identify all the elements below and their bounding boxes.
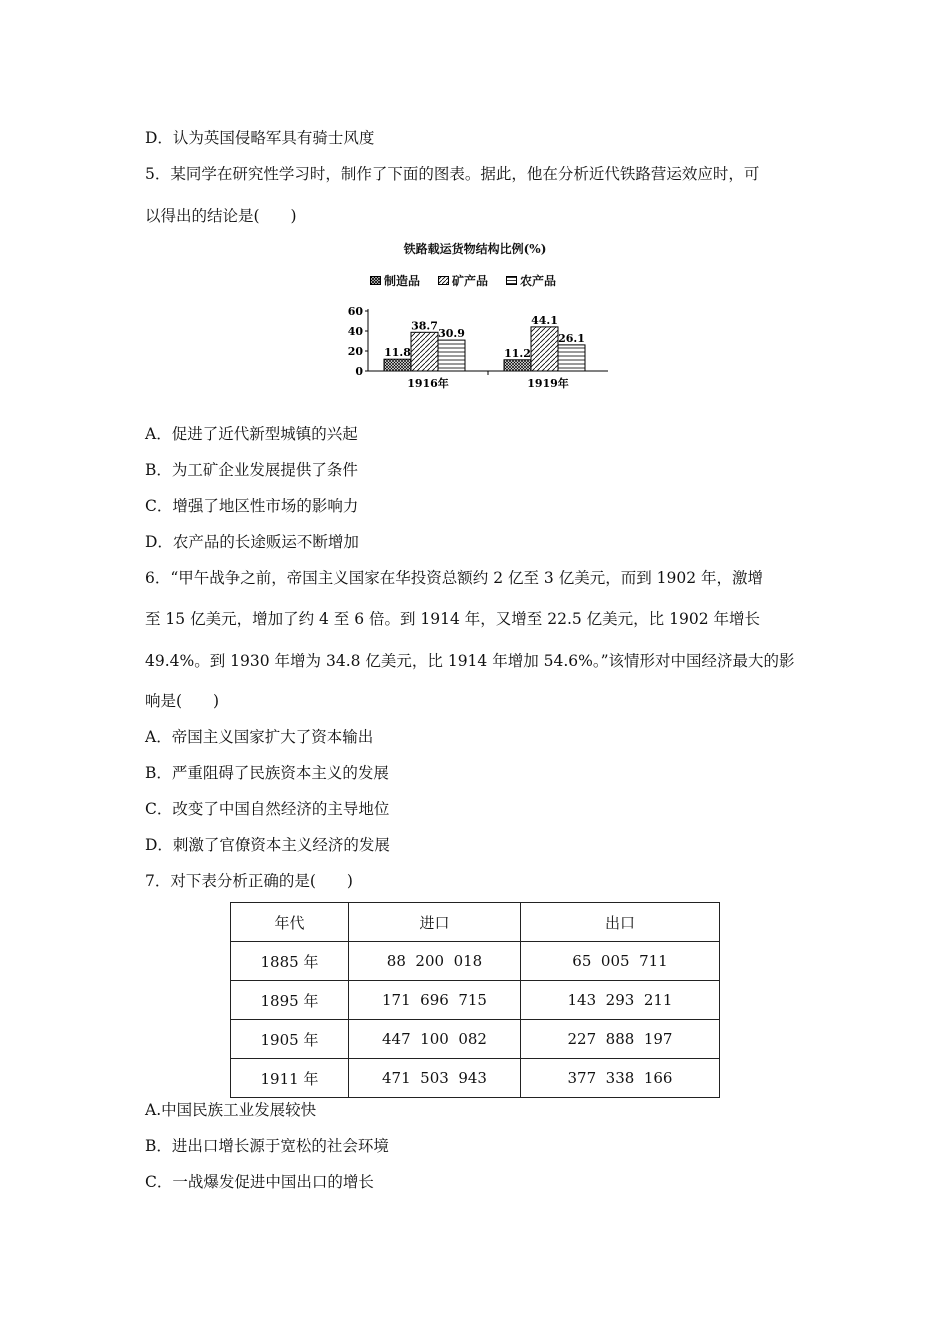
table-cell-import: 447 100 082	[349, 1020, 521, 1059]
table-cell-export: 227 888 197	[521, 1020, 720, 1059]
q6-option-b: B．严重阻碍了民族资本主义的发展	[145, 764, 389, 782]
bar-0-1	[411, 332, 438, 371]
y-tick-label: 60	[347, 305, 363, 318]
bar-0-2	[438, 340, 465, 371]
q4-option-d: D．认为英国侵略军具有骑士风度	[145, 129, 375, 147]
table-header-year: 年代	[231, 903, 349, 942]
x-category-label: 1919年	[527, 377, 569, 390]
table-cell-year: 1885 年	[231, 942, 349, 981]
y-tick-label: 0	[355, 365, 363, 378]
chart-plot	[330, 238, 620, 398]
y-tick-label: 20	[347, 345, 363, 358]
q6-stem-line2: 至 15 亿美元，增加了约 4 至 6 倍。到 1914 年，又增至 22.5 亿美元，比 1902 年增长	[145, 610, 760, 628]
q5-option-a: A．促进了近代新型城镇的兴起	[145, 425, 358, 443]
q5-option-c: C．增强了地区性市场的影响力	[145, 497, 359, 515]
q6-option-a: A．帝国主义国家扩大了资本输出	[145, 728, 374, 746]
q6-option-d: D．刺激了官僚资本主义经济的发展	[145, 836, 390, 854]
y-tick-label: 40	[347, 325, 363, 338]
q6-stem-line3: 49.4%。到 1930 年增为 34.8 亿美元，比 1914 年增加 54.6%。”该情形对中国经济最大的影	[145, 652, 795, 670]
bar-value-label: 30.9	[438, 327, 465, 341]
q7-option-a: A.中国民族工业发展较快	[145, 1101, 317, 1119]
table-row	[231, 1059, 720, 1098]
q7-stem: 7．对下表分析正确的是( )	[145, 872, 353, 890]
bar-1-1	[531, 327, 558, 371]
q6-option-c: C．改变了中国自然经济的主导地位	[145, 800, 390, 818]
q5-stem-line1: 5．某同学在研究性学习时，制作了下面的图表。据此，他在分析近代铁路营运效应时，可	[145, 165, 760, 183]
legend-label-mineral: 矿产品	[452, 274, 489, 288]
railway-cargo-chart	[330, 238, 620, 398]
q5-option-d: D．农产品的长途贩运不断增加	[145, 533, 359, 551]
q6-stem-line1: 6．“甲午战争之前，帝国主义国家在华投资总额约 2 亿至 3 亿美元，而到 1902 年，激增	[145, 569, 764, 587]
bar-value-label: 44.1	[531, 313, 558, 327]
bar-1-0	[504, 360, 531, 371]
table-row	[231, 942, 720, 981]
q6-stem-line4: 响是( )	[145, 692, 220, 710]
bar-value-label: 26.1	[558, 331, 585, 345]
bar-value-label: 11.8	[384, 346, 411, 360]
legend-label-manufactured: 制造品	[384, 274, 421, 288]
q7-option-b: B．进出口增长源于宽松的社会环境	[145, 1137, 389, 1155]
bar-value-label: 38.7	[411, 319, 438, 333]
table-cell-year: 1911 年	[231, 1059, 349, 1098]
bar-1-2	[558, 345, 585, 371]
table-cell-import: 171 696 715	[349, 981, 521, 1020]
trade-table	[230, 902, 720, 1098]
table-cell-export: 143 293 211	[521, 981, 720, 1020]
table-cell-export: 65 005 711	[521, 942, 720, 981]
table-row	[231, 981, 720, 1020]
table-header-export: 出口	[521, 903, 720, 942]
q5-option-b: B．为工矿企业发展提供了条件	[145, 461, 358, 479]
table-cell-import: 471 503 943	[349, 1059, 521, 1098]
x-category-label: 1916年	[407, 377, 449, 390]
legend-label-agricultural: 农产品	[520, 274, 557, 288]
q7-option-c: C．一战爆发促进中国出口的增长	[145, 1173, 374, 1191]
table-row	[231, 1020, 720, 1059]
bar-value-label: 11.2	[504, 346, 531, 360]
table-cell-year: 1895 年	[231, 981, 349, 1020]
table-cell-import: 88 200 018	[349, 942, 521, 981]
table-cell-export: 377 338 166	[521, 1059, 720, 1098]
q5-stem-line2: 以得出的结论是( )	[145, 207, 297, 225]
bar-0-0	[384, 359, 411, 371]
table-header-row	[231, 903, 720, 942]
chart-title: 铁路载运货物结构比例(%)	[403, 242, 547, 256]
table-cell-year: 1905 年	[231, 1020, 349, 1059]
table-header-import: 进口	[349, 903, 521, 942]
